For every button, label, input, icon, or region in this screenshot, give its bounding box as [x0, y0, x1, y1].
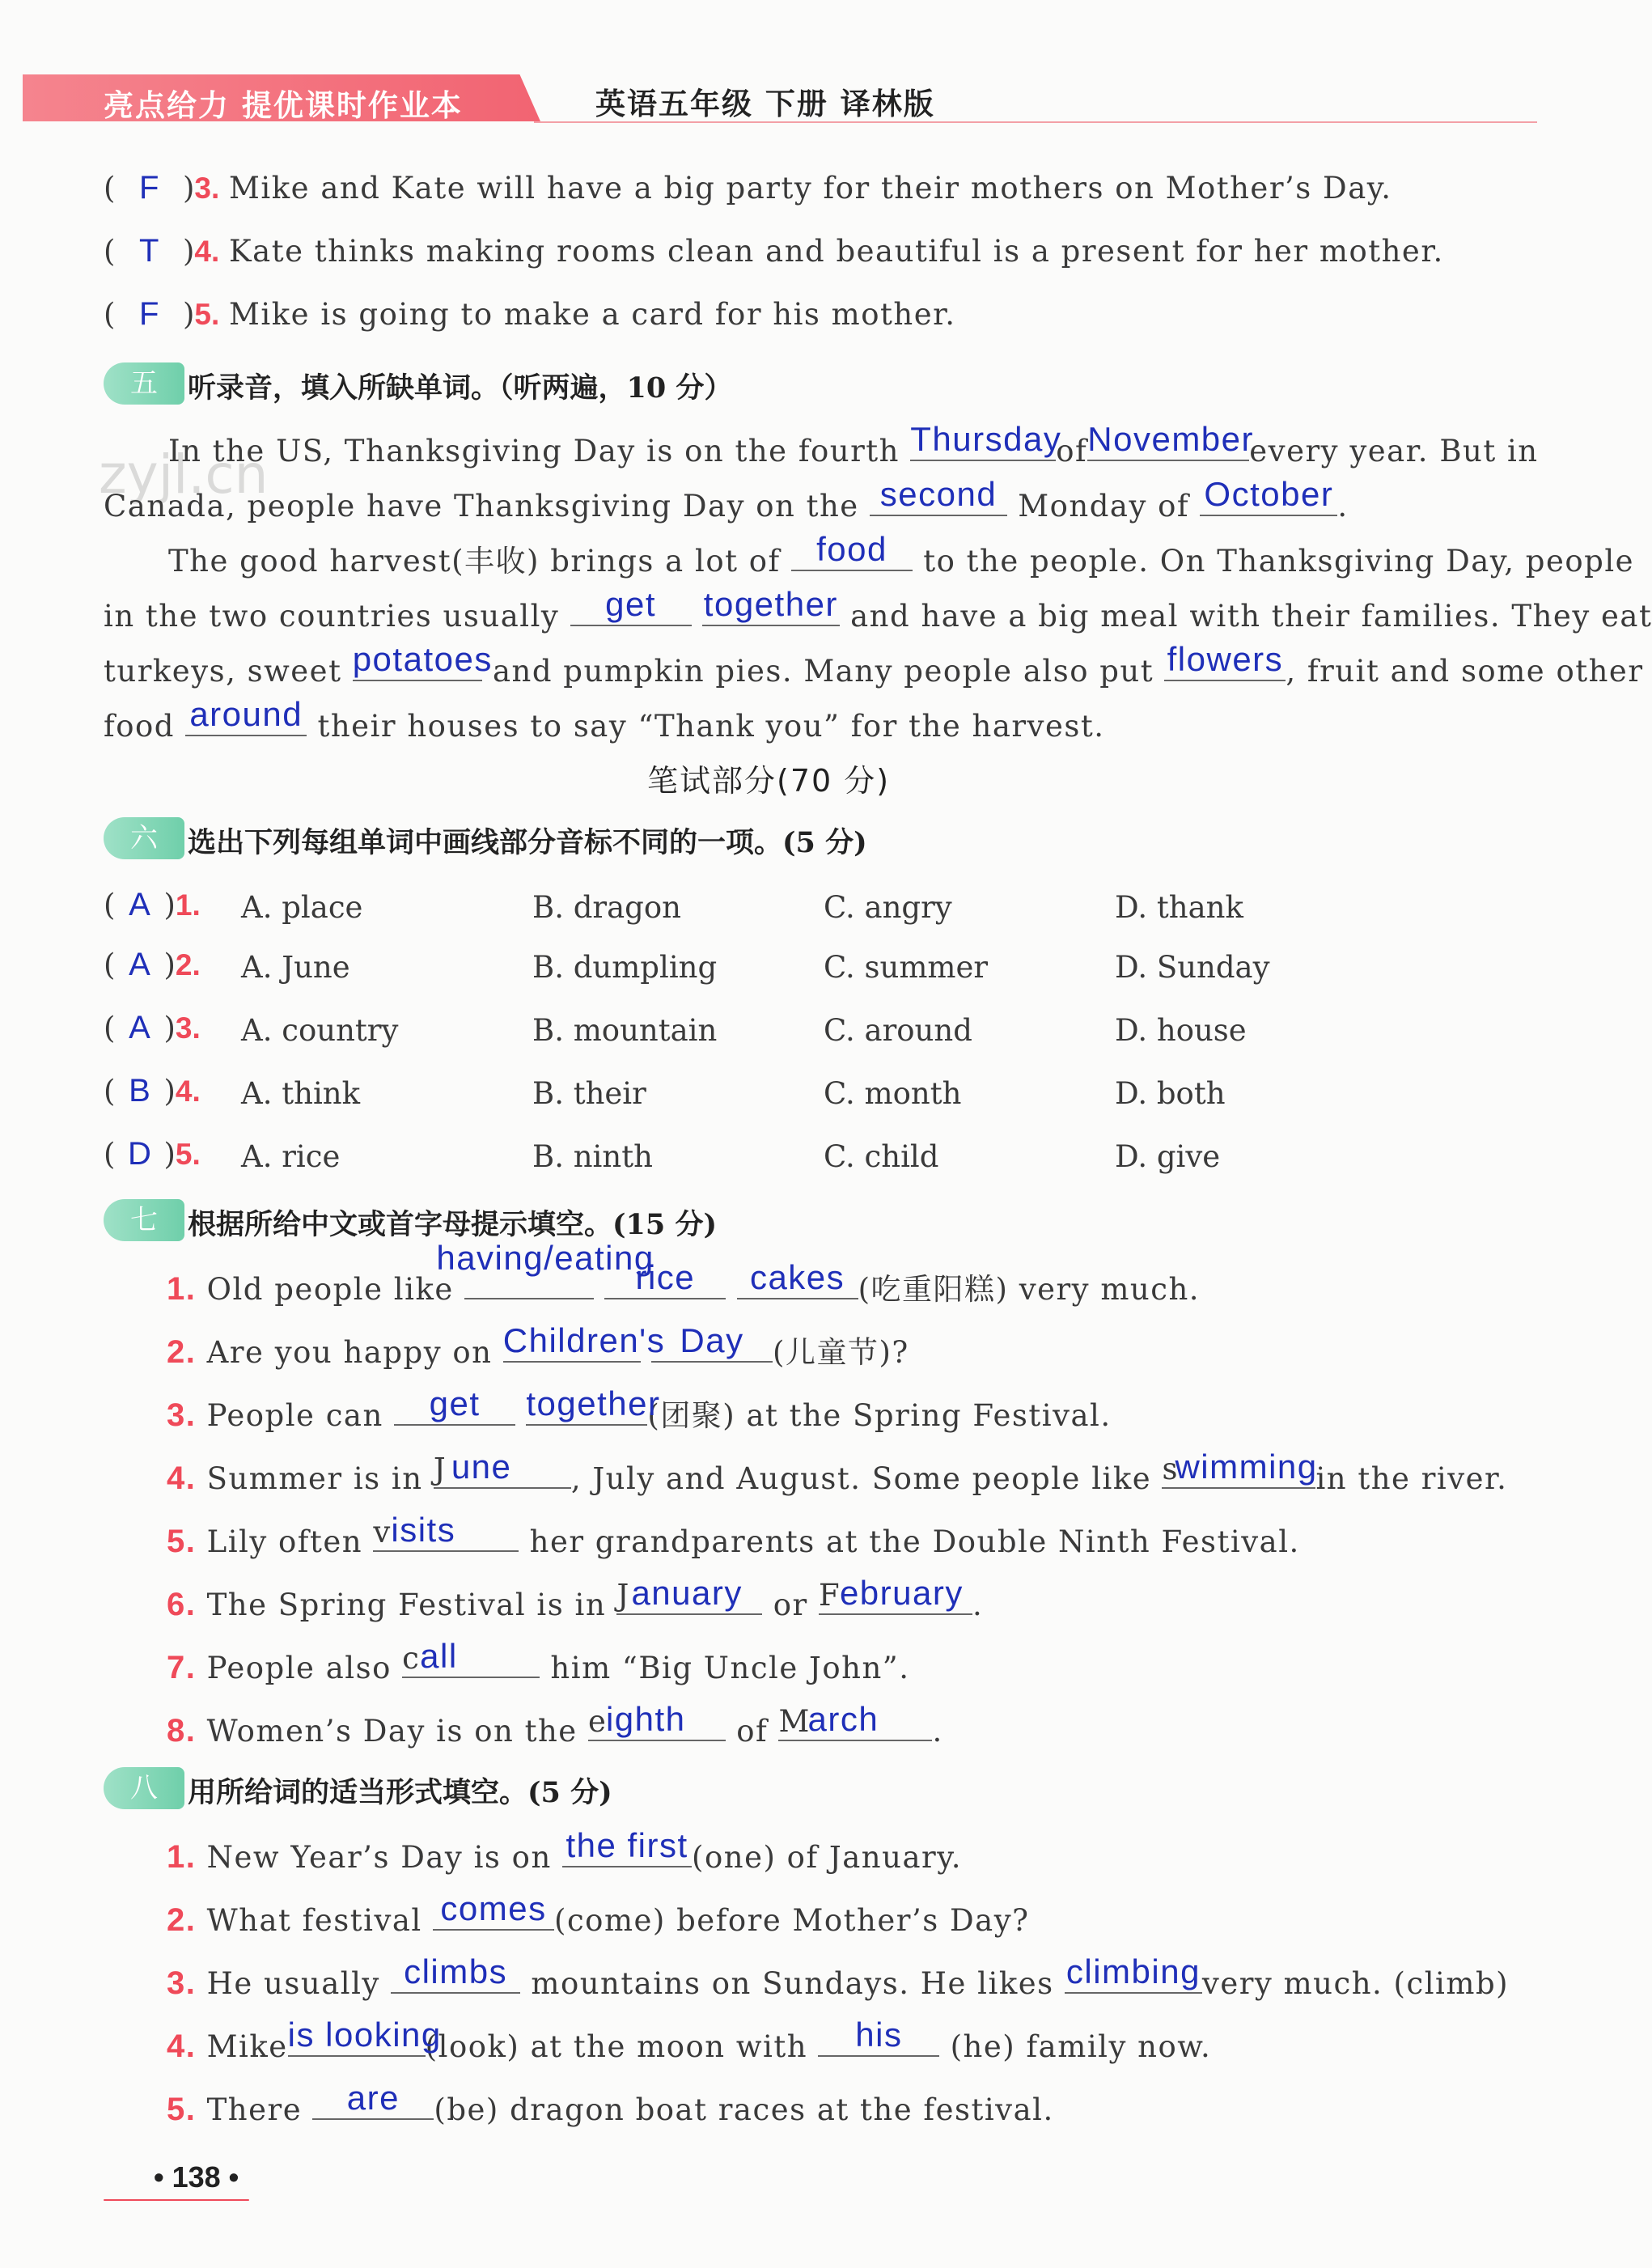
option-a: A. place [241, 890, 363, 925]
fill-question: 2. Are you happy on Children's Day (儿童节)? [167, 1321, 909, 1370]
choice-row: ( D )5. [104, 1136, 201, 1172]
header-rule [534, 121, 1537, 123]
option-a: A. rice [241, 1139, 341, 1174]
option-a: A. June [241, 950, 350, 985]
watermark: zyjl.cn [99, 443, 269, 506]
tf-row: ( F )5. Mike is going to make a card for his mother. [104, 296, 956, 332]
blank[interactable]: cakes [737, 1265, 858, 1299]
blank[interactable]: together [702, 592, 840, 626]
blank[interactable]: climbs [391, 1960, 520, 1994]
header-brand: 亮点给力 提优课时作业本 [104, 88, 463, 123]
passage-line: Canada, people have Thanksgiving Day on the second Monday of October . [104, 475, 1349, 524]
option-b: B. mountain [532, 1013, 718, 1048]
option-a: A. country [241, 1013, 399, 1048]
tf-row: ( T )4. Kate thinks making rooms clean and beautiful is a present for her mother. [104, 233, 1444, 269]
blank[interactable]: F ebruary [819, 1581, 972, 1615]
blank[interactable]: October [1200, 482, 1337, 516]
section-title: 听录音，填入所缺单词。（听两遍，10 分） [188, 371, 733, 405]
tf-row: ( F )3. Mike and Kate will have a big party for their mothers on Mother’s Day. [104, 170, 1392, 206]
section-title: 根据所给中文或首字母提示填空。(15 分) [188, 1208, 718, 1241]
option-c: C. around [824, 1013, 972, 1048]
blank[interactable]: November [1087, 427, 1249, 461]
fill-question: 2. What festival comes (come) before Mother’s Day? [167, 1889, 1030, 1938]
option-a: A. think [241, 1076, 361, 1111]
blank[interactable]: together [526, 1392, 647, 1426]
question-number: 4. [194, 235, 220, 268]
blank[interactable]: Children's [503, 1329, 641, 1363]
tf-answer: T [138, 233, 159, 269]
option-c: C. month [824, 1076, 962, 1111]
blank[interactable]: c all [402, 1644, 540, 1678]
option-b: B. ninth [532, 1139, 653, 1174]
option-d: D. thank [1115, 890, 1243, 925]
blank[interactable]: food [791, 537, 913, 571]
blank[interactable]: J anuary [616, 1581, 762, 1615]
option-d: D. both [1115, 1076, 1226, 1111]
tf-answer: F [138, 296, 159, 332]
option-b: B. dumpling [532, 950, 718, 985]
fill-question: 1. Old people like having/eating rice cakes (吃重阳糕) very much. [167, 1239, 1201, 1307]
tf-text: Mike is going to make a card for his mother. [229, 297, 956, 332]
fill-question: 6. The Spring Festival is in J anuary or F ebruary . [167, 1574, 984, 1622]
section-title: 用所给词的适当形式填空。(5 分) [188, 1776, 612, 1809]
fill-question: 3. People can get together (团聚) at the Spring Festival. [167, 1384, 1112, 1433]
choice-row: ( A )1. [104, 887, 201, 922]
section-badge: 五 [104, 362, 184, 405]
blank[interactable]: get [394, 1392, 515, 1426]
passage-line: turkeys, sweet potatoes and pumpkin pies. Many people also put flowers , fruit and some other [104, 640, 1644, 689]
blank[interactable]: Thursday [910, 427, 1056, 461]
section-badge: 六 [104, 817, 184, 859]
blank[interactable]: comes [433, 1897, 554, 1931]
blank[interactable]: J une [434, 1455, 571, 1489]
tf-answer: F [138, 170, 159, 206]
fill-question: 1. New Year’s Day is on the first (one) of January. [167, 1826, 962, 1875]
blank[interactable]: flowers [1164, 647, 1286, 681]
option-c: C. angry [824, 890, 952, 925]
blank[interactable]: climbing [1065, 1960, 1202, 1994]
question-number: 3. [194, 172, 220, 205]
passage-line: food around their houses to say “Thank you” for the harvest. [104, 695, 1105, 744]
question-number: 5. [194, 298, 220, 331]
option-b: B. dragon [532, 890, 681, 925]
section-title: 选出下列每组单词中画线部分音标不同的一项。(5 分) [188, 826, 867, 859]
option-d: D. Sunday [1115, 950, 1270, 985]
blank[interactable]: is looking [288, 2023, 426, 2057]
blank[interactable]: around [185, 702, 307, 736]
fill-question: 3. He usually climbs mountains on Sundays. He likes climbing very much. (climb) [167, 1952, 1510, 2001]
choice-row: ( B )4. [104, 1073, 201, 1109]
blank[interactable]: potatoes [353, 647, 482, 681]
option-c: C. summer [824, 950, 989, 985]
page-number: • 138 • [154, 2160, 239, 2194]
blank[interactable]: M arch [778, 1707, 932, 1741]
passage-line: In the US, Thanksgiving Day is on the fourth Thursday of November every year. But in [168, 420, 1539, 468]
footer-underline [104, 2199, 249, 2201]
blank[interactable]: e ighth [588, 1707, 726, 1741]
blank[interactable]: having/eating [464, 1265, 594, 1299]
fill-question: 5. Lily often v isits her grandparents at the Double Ninth Festival. [167, 1511, 1300, 1559]
option-d: D. house [1115, 1013, 1247, 1048]
passage-line: in the two countries usually get together and have a big meal with their families. They eat [104, 585, 1652, 634]
tf-text: Kate thinks making rooms clean and beautiful is a present for her mother. [229, 234, 1444, 269]
fill-question: 4. Mike is looking (look) at the moon with his (he) family now. [167, 2016, 1212, 2064]
section-badge: 七 [104, 1199, 184, 1241]
fill-question: 7. People also c all him “Big Uncle John”. [167, 1637, 910, 1685]
option-c: C. child [824, 1139, 939, 1174]
blank[interactable]: Day [651, 1329, 773, 1363]
fill-question: 8. Women’s Day is on the e ighth of M arch . [167, 1700, 943, 1749]
option-b: B. their [532, 1076, 646, 1111]
tf-text: Mike and Kate will have a big party for their mothers on Mother’s Day. [229, 171, 1392, 206]
blank[interactable]: second [870, 482, 1007, 516]
section-badge: 八 [104, 1767, 184, 1809]
blank[interactable]: his [818, 2023, 939, 2057]
blank[interactable]: the first [562, 1833, 692, 1867]
fill-question: 4. Summer is in J une , July and August. Some people like s wimming in the river. [167, 1448, 1508, 1496]
choice-row: ( A )3. [104, 1010, 201, 1045]
header-book: 英语五年级 下册 译林版 [595, 87, 935, 121]
option-d: D. give [1115, 1139, 1221, 1174]
written-part-title: 笔试部分(70 分) [647, 763, 891, 799]
blank[interactable]: v isits [373, 1518, 519, 1552]
choice-row: ( A )2. [104, 947, 201, 982]
fill-question: 5. There are (be) dragon boat races at the festival. [167, 2079, 1054, 2127]
blank[interactable]: s wimming [1162, 1455, 1315, 1489]
blank[interactable]: are [312, 2086, 434, 2120]
passage-line: The good harvest(丰收) brings a lot of food to the people. On Thanksgiving Day, people [168, 530, 1635, 579]
blank[interactable]: get [570, 592, 692, 626]
blank[interactable]: rice [604, 1265, 726, 1299]
